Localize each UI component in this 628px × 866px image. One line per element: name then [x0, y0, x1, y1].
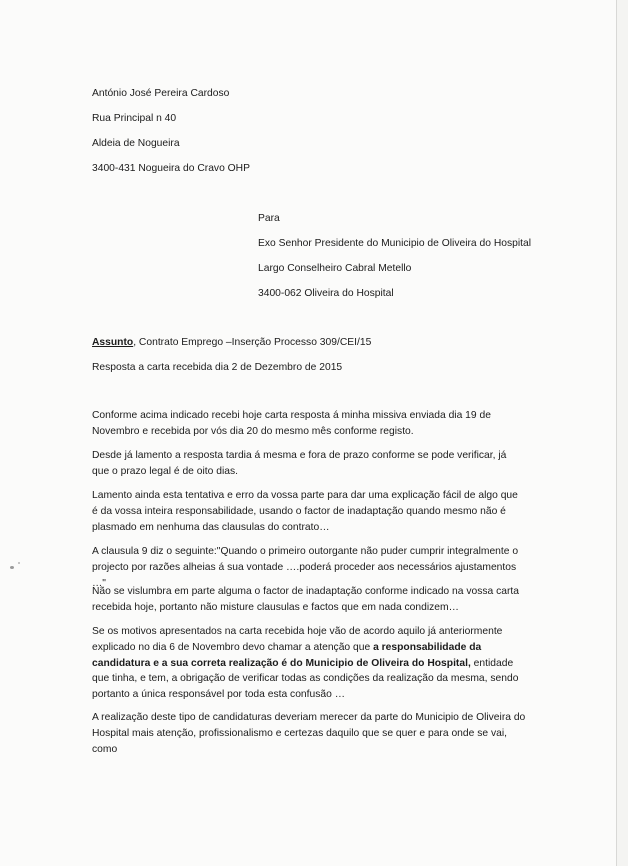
paragraph-5: Não se vislumbra em parte alguma o factor de inadaptação conforme indicado na vossa carta recebida hoje, portanto não misture clausulas e factos que em nada condizem… — [92, 586, 519, 613]
scan-speck — [10, 566, 14, 569]
sender-village: Aldeia de Nogueira — [92, 138, 180, 149]
recipient-to: Para — [258, 213, 280, 224]
recipient-street: Largo Conselheiro Cabral Metello — [258, 263, 412, 274]
paragraph-6-intro: Se os motivos apresentados na carta recebida hoje vão de acordo aquilo já anteriormente explicado no dia 6 de Novembro devo chamar a atenção que — [92, 626, 503, 653]
recipient-postal: 3400-062 Oliveira do Hospital — [258, 288, 394, 299]
paragraph-6 — [92, 624, 526, 703]
reply-reference: Resposta a carta recebida dia 2 de Dezembro de 2015 — [92, 362, 343, 373]
subject-label: Assunto — [92, 337, 134, 348]
recipient-title: Exo Senhor Presidente do Municipio de Oliveira do Hospital — [258, 238, 532, 249]
sender-street: Rua Principal n 40 — [92, 113, 177, 124]
paragraph-3: Lamento ainda esta tentativa e erro da vossa parte para dar uma explicação fácil de algo que é da vossa inteira responsabilidade, usando o factor de inadaptação quando mesmo não é plasmado em nenhuma das clausulas do contrato… — [92, 490, 518, 533]
sender-postal: 3400-431 Nogueira do Cravo OHP — [92, 163, 250, 174]
paragraph-4: A clausula 9 diz o seguinte:"Quando o primeiro outorgante não puder cumprir integralmente o projecto por razões alheias á sua vontade ….poderá proceder aos necessários ajustamentos …" — [92, 546, 519, 589]
sender-name: António José Pereira Cardoso — [92, 88, 230, 99]
paragraph-1: Conforme acima indicado recebi hoje carta resposta á minha missiva enviada dia 19 de Novembro e recebida por vós dia 20 do mesmo mês conforme registo. — [92, 410, 491, 437]
paragraph-2: Desde já lamento a resposta tardia á mesma e fora de prazo conforme se pode verificar, já que o prazo legal é de oito dias. — [92, 450, 507, 477]
paragraph-6-emphasis: a responsabilidade da candidatura e a sua correta realização é do Municipio de Oliveira do Hospital, — [92, 641, 482, 669]
scan-speck-small — [18, 562, 20, 564]
paragraph-7: A realização deste tipo de candidaturas deveriam merecer da parte do Municipio de Oliveira do Hospital mais atenção, profissionalismo e certezas daquilo que se quer e para onde se vai, como — [92, 712, 526, 755]
paragraph-6-rest: entidade que tinha, e tem, a obrigação de verificar todas as condições da realização da mesma, sendo portanto a única responsável por toda esta confusão … — [92, 657, 519, 701]
subject-text: , Contrato Emprego –Inserção Processo 309/CEI/15 — [133, 337, 372, 348]
subject-line — [92, 336, 371, 349]
